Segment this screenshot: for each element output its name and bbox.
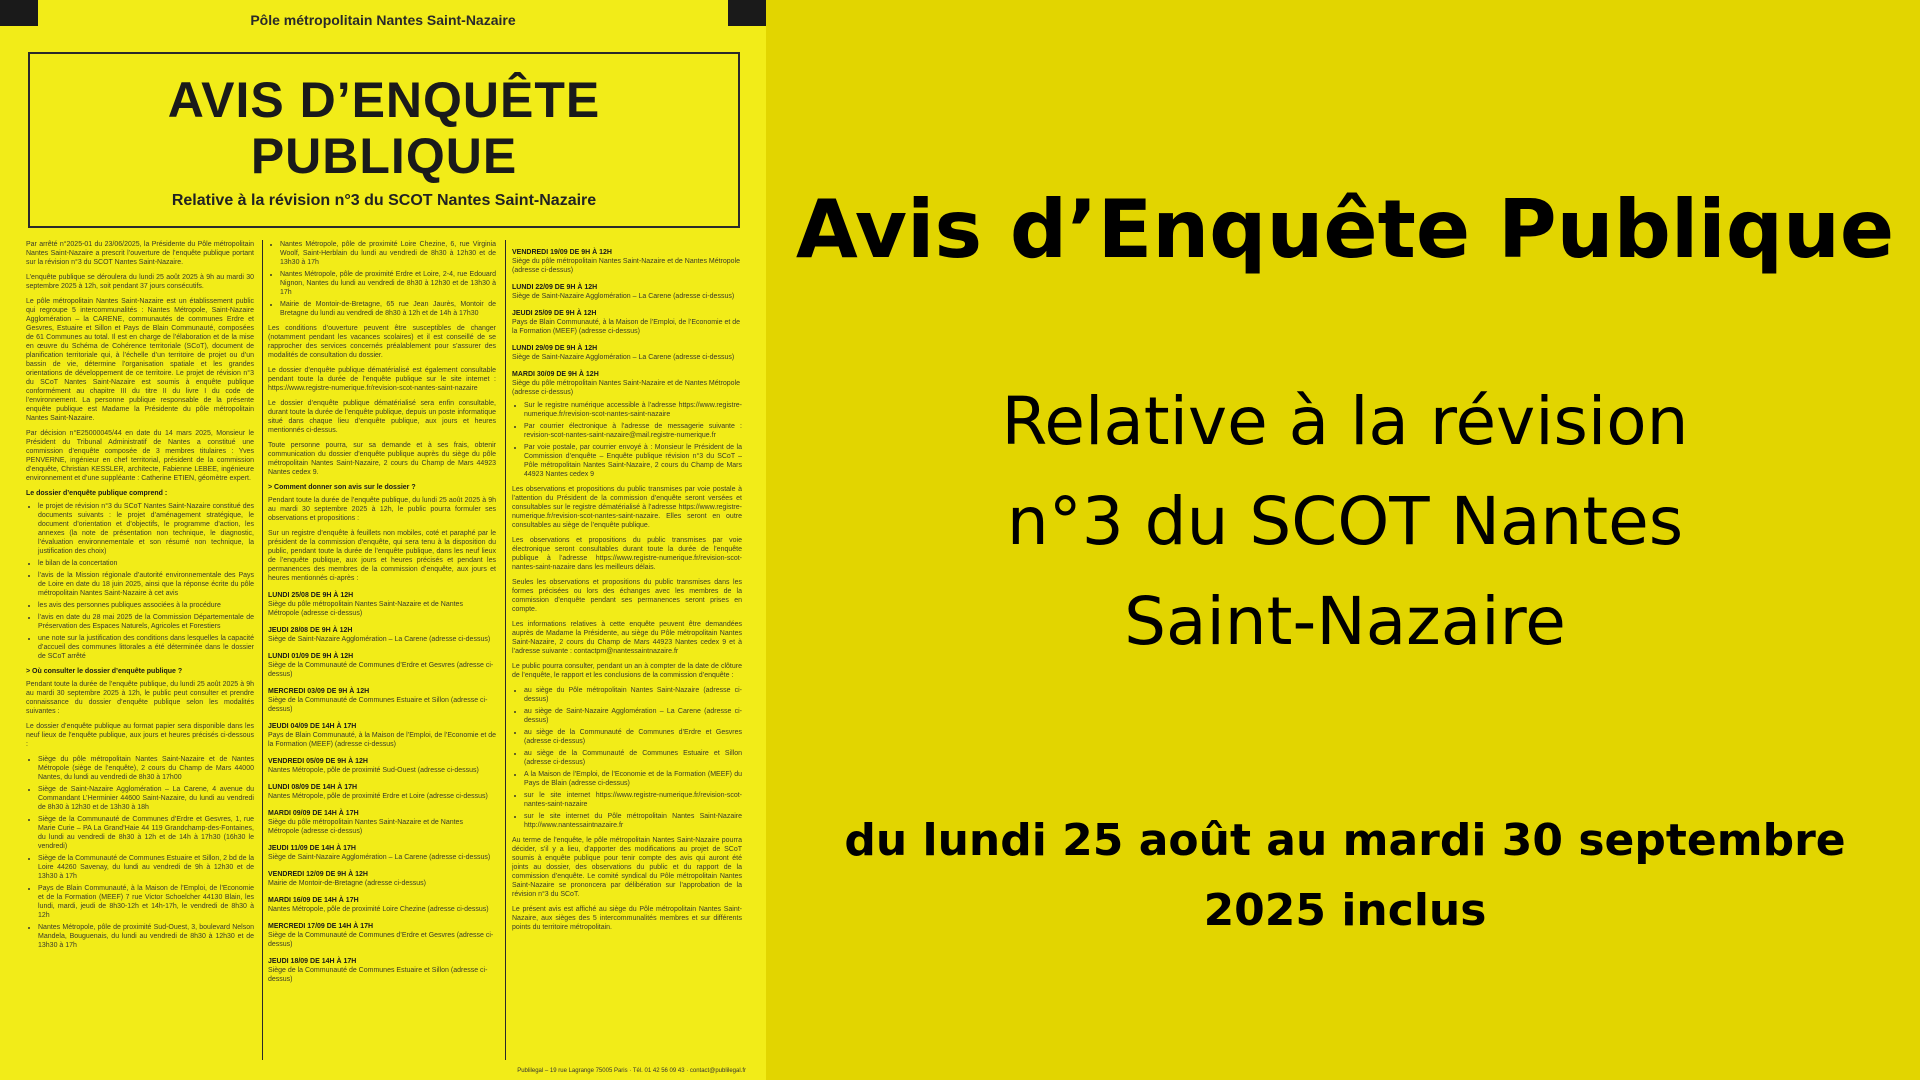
poster-list-item: • Sur le registre numérique accessible à l’adresse https://www.registre-numerique.fr/revision-scot-nantes-saint-nazaire [524, 401, 742, 419]
poster-organisation: Pôle métropolitain Nantes Saint-Nazaire [250, 12, 516, 28]
poster-paragraph: Seules les observations et propositions du public transmises dans les formes précisées ou lors des échanges avec les membres de la commission d’enquête pendant ses permanences seront prises en compte. [512, 579, 742, 613]
poster-title-line1: AVIS D’ENQUÊTE [167, 72, 601, 128]
poster-session-venue: Siège de la Communauté de Communes Estuaire et Sillon (adresse ci-dessus) [268, 697, 488, 713]
poster-paragraph: Le public pourra consulter, pendant un an à compter de la date de clôture de l’enquête, le rapport et les conclusions de la commission d’enquête : [512, 663, 742, 679]
poster-heading: > Où consulter le dossier d’enquête publique ? [26, 668, 183, 675]
poster-list-item: • Mairie de Montoir-de-Bretagne, 65 rue Jean Jaurès, Montoir de Bretagne du lundi au vendredi de 8h30 à 12h et de 14h à 17h30 [280, 300, 496, 318]
poster-session-venue: Mairie de Montoir-de-Bretagne (adresse ci-dessus) [268, 880, 426, 887]
poster-session-date: LUNDI 29/09 DE 9H À 12H [512, 345, 598, 352]
poster-list-item: • l’avis en date du 28 mai 2025 de la Commission Départementale de Préservation des Espaces Naturels, Agricoles et Forestiers [38, 613, 254, 631]
poster-session-venue: Siège de la Communauté de Communes d’Erdre et Gesvres (adresse ci-dessus) [268, 932, 494, 948]
poster-footer: Publilegal – 19 rue Lagrange 75005 Paris · Tél. 01 42 56 09 43 · contact@publilegal.fr [517, 1068, 746, 1074]
poster-column-2 [268, 240, 496, 1060]
poster-subtitle: Relative à la révision n°3 du SCOT Nantes Saint-Nazaire [171, 192, 597, 209]
poster-session-date: VENDREDI 12/09 DE 9H À 12H [268, 871, 368, 878]
poster-paragraph: Au terme de l’enquête, le pôle métropolitain Nantes Saint-Nazaire pourra décider, s’il y a lieu, d’apporter des modifications au projet de SCoT soumis à enquête publique pour tenir compte des avis qui auront été joints au dossier, des observations du public et du rapport de la commission d’enquête. Le comité syndical du Pôle métropolitain Nantes Saint-Nazaire se prononcera par délibération sur l’approbation de la révision n°3 du SCoT. [512, 837, 742, 898]
poster-list-item: • Siège de la Communauté de Communes Estuaire et Sillon, 2 bd de la Loire 44260 Savenay, du lundi au vendredi de 9h à 12h30 et de 13h30 à 17h [38, 854, 254, 881]
poster-session-date: JEUDI 28/08 DE 9H À 12H [268, 627, 353, 634]
poster-paragraph: Le dossier d’enquête publique au format papier sera disponible dans les neuf lieux de l’enquête publique, aux jours et heures précisés ci-dessous : [26, 723, 254, 748]
poster-session-venue: Siège de la Communauté de Communes Estuaire et Sillon (adresse ci-dessus) [268, 967, 488, 983]
poster-session-date: LUNDI 22/09 DE 9H À 12H [512, 284, 598, 291]
poster-list-item: • Par courrier électronique à l’adresse de messagerie suivante : revision-scot-nantes-saint-nazaire@mail.registre-numerique.fr [524, 422, 742, 440]
poster-list-item: • le projet de révision n°3 du SCoT Nantes Saint-Nazaire constitué des documents suivants : le projet d’aménagement stratégique, le document d’orientation et d’objectifs, le programme d’action, les annexes (la note de présentation non technique, le diagnostic, l’évaluation environnementale et son résumé non technique, la justification des choix) [38, 502, 254, 556]
poster-list-item: • sur le site internet du Pôle métropolitain Nantes Saint-Nazaire http://www.nantessaintnazaire.fr [524, 812, 742, 830]
poster-paragraph: Toute personne pourra, sur sa demande et à ses frais, obtenir communication du dossier d’enquête publique auprès du siège du pôle métropolitain Nantes Saint-Nazaire, 2 cours du Champ de Mars 44923 Nantes cedex 9. [268, 442, 496, 476]
poster-list-item: • Nantes Métropole, pôle de proximité Sud-Ouest, 3, boulevard Nelson Mandela, Bouguenais, du lundi au vendredi de 8h30 à 12h30 et de 13h30 à 17h [38, 923, 254, 950]
poster-list-item: • A la Maison de l’Emploi, de l’Economie et de la Formation (MEEF) du Pays de Blain (adresse ci-dessus) [524, 770, 742, 788]
poster-session-date: LUNDI 01/09 DE 9H À 12H [268, 653, 354, 660]
poster-session-venue: Siège de Saint-Nazaire Agglomération – La Carene (adresse ci-dessus) [268, 854, 491, 861]
poster-session-date: VENDREDI 19/09 DE 9H À 12H [512, 249, 612, 256]
poster-list-item: • au siège du Pôle métropolitain Nantes Saint-Nazaire (adresse ci-dessus) [524, 686, 742, 704]
poster-column-3 [512, 240, 742, 1060]
poster-column-divider [262, 240, 263, 1060]
poster-list-item: • Nantes Métropole, pôle de proximité Loire Chezine, 6, rue Virginia Woolf, Saint-Herblain du lundi au vendredi de 8h30 à 12h30 et de 13h30 à 17h [280, 240, 496, 267]
poster-session-date: JEUDI 18/09 DE 14H À 17H [268, 958, 357, 965]
poster-session-venue: Pays de Blain Communauté, à la Maison de l’Emploi, de l’Economie et de la Formation (MEEF) (adresse ci-dessus) [268, 732, 496, 748]
poster-list-item: • au siège de la Communauté de Communes Estuaire et Sillon (adresse ci-dessus) [524, 749, 742, 767]
poster-session-date: VENDREDI 05/09 DE 9H À 12H [268, 758, 368, 765]
poster-session-venue: Siège de Saint-Nazaire Agglomération – La Carene (adresse ci-dessus) [512, 354, 735, 361]
poster-paragraph: Les observations et propositions du public transmises par voie postale à l’attention du Président de la commission d’enquête seront versées et consultables sur le registre dématérialisé à l’adresse https://www.registre-numerique.fr/revision-scot-nantes-saint-nazaire. Elles seront en outre consultables au siège de l’enquête publique. [512, 486, 742, 529]
poster-list-item: • Siège du pôle métropolitain Nantes Saint-Nazaire et de Nantes Métropole (siège de l’enquête), 2 cours du Champ de Mars 44000 Nantes, du lundi au vendredi de 8h30 à 17h00 [38, 755, 254, 782]
poster-list-item: • le bilan de la concertation [38, 559, 254, 568]
poster-session-date: LUNDI 08/09 DE 14H À 17H [268, 784, 358, 791]
poster-session-date: JEUDI 11/09 DE 14H À 17H [268, 845, 356, 852]
poster-list-item: • Nantes Métropole, pôle de proximité Erdre et Loire, 2-4, rue Edouard Nignon, Nantes du lundi au vendredi de 8h30 à 12h30 et de 13h30 à 17h [280, 270, 496, 297]
poster-session-date: LUNDI 25/08 DE 9H À 12H [268, 592, 354, 599]
poster-paragraph: Par arrêté n°2025-01 du 23/06/2025, la Présidente du Pôle métropolitain Nantes Saint-Nazaire a prescrit l’ouverture de l’enquête publique portant sur la révision n°3 du SCOT Nantes Saint-Nazaire. [26, 241, 254, 266]
poster-session-venue: Siège de Saint-Nazaire Agglomération – La Carene (adresse ci-dessus) [268, 636, 491, 643]
poster-list-item: • une note sur la justification des conditions dans lesquelles la capacité d’accueil des communes littorales a été déterminée dans le dossier de SCoT arrêté [38, 634, 254, 661]
poster-session-venue: Nantes Métropole, pôle de proximité Sud-Ouest (adresse ci-dessus) [268, 767, 479, 774]
poster-paragraph: Le pôle métropolitain Nantes Saint-Nazaire est un établissement public qui regroupe 5 intercommunalités : Nantes Métropole, Saint-Nazaire Agglomération – la CARENE, communautés de communes Erdre et Gesvres, Estuaire et Sillon et Pays de Blain Communauté, composées de 61 Communes au total. Il est en charge de l’élaboration et de la mise en œuvre du Schéma de Cohérence territoriale (SCoT), document de planification territoriale qui, à l’échelle d’un territoire de projet ou d’un bassin de vie, détermine l’organisation spatiale et les grandes orientations de développement de ce territoire. Le projet de révision n°3 du SCoT Nantes Saint-Nazaire est soumis à enquête publique conformément au chapitre III du titre II du livre I du code de l’environnement. La personne publique responsable de la présente enquête publique est Madame la Présidente du pôle métropolitain Nantes Saint-Nazaire. [26, 298, 254, 422]
poster-list-item: • les avis des personnes publiques associées à la procédure [38, 601, 254, 610]
poster-paragraph: Par décision n°E25000045/44 en date du 14 mars 2025, Monsieur le Président du Tribunal Administratif de Nantes a constitué une commission d’enquête composée de 3 membres titulaires : Yves PENVERNE, ingénieur en chef territorial, président de la commission d’enquête, Christian KESSLER, architecte, Fabienne LEBEE, ingénieure environnement et d’une suppléante : Catherine ETIEN, géomètre expert. [26, 430, 254, 482]
poster-list-item: • Siège de la Communauté de Communes d’Erdre et Gesvres, 1, rue Marie Curie – PA La Grand’Haie 44 119 Grandchamp-des-Fontaines, du lundi au vendredi de 8h30 à 12h et de 14h à 17h30 (16h30 le vendredi) [38, 815, 254, 851]
poster-session-date: JEUDI 04/09 DE 14H À 17H [268, 723, 357, 730]
poster-heading: > Comment donner son avis sur le dossier ? [268, 484, 416, 491]
poster-column-1 [26, 240, 254, 1060]
poster-paragraph: Les conditions d’ouverture peuvent être susceptibles de changer (notamment pendant les vacances scolaires) et il est conseillé de se rapprocher des services concernés préalablement pour s’assurer des modalités de consultation du dossier. [268, 325, 496, 359]
poster-paragraph: Le présent avis est affiché au siège du Pôle métropolitain Nantes Saint-Nazaire, aux sièges des 5 intercommunalités membres et sur différents points du territoire métropolitain. [512, 906, 742, 931]
poster-list-item: • Pays de Blain Communauté, à la Maison de l’Emploi, de l’Economie et de la Formation (MEEF) 7 rue Victor Schoelcher 44130 Blain, les lundi, mardi, jeudi de 8h30-12h et 14h-17h, le vendredi de 8h30 à 12h [38, 884, 254, 920]
poster-paragraph: Les observations et propositions du public transmises par voie électronique seront consultables durant toute la durée de l’enquête publique à l’adresse https://www.registre-numerique.fr/revision-scot-nantes-saint-nazaire dans les meilleurs délais. [512, 537, 742, 571]
poster-paragraph: L’enquête publique se déroulera du lundi 25 août 2025 à 9h au mardi 30 septembre 2025 à 12h, soit pendant 37 jours consécutifs. [26, 274, 254, 290]
poster-session-date: MERCREDI 17/09 DE 14H À 17H [268, 923, 374, 930]
poster-paragraph: Le dossier d’enquête publique dématérialisé est également consultable pendant toute la durée de l’enquête publique sur le site internet : https://www.registre-numerique.fr/revision-scot-nantes-saint-nazaire [268, 367, 496, 392]
poster-session-venue: Siège du pôle métropolitain Nantes Saint-Nazaire et de Nantes Métropole (adresse ci-dessus) [268, 819, 463, 835]
poster-paragraph: Le dossier d’enquête publique dématérialisé sera enfin consultable, durant toute la durée de l’enquête publique, depuis un poste informatique situé dans chaque lieu d’enquête publique, aux jours et heures mentionnés ci-dessus. [268, 400, 496, 434]
poster-list [26, 755, 254, 950]
page-subtitle: Relative à la révision n°3 du SCOT Nantes Saint-Nazaire [1001, 383, 1689, 660]
poster-image [0, 0, 766, 1080]
poster-paragraph: Sur un registre d’enquête à feuillets non mobiles, coté et paraphé par le président de la commission d’enquête, qui sera tenu à la disposition du public, pendant toute la durée de l’enquête publique, dans les neuf lieux de l’enquête publique, aux jours et heures précisés et pendant les permanences des membres de la commission d’enquête, aux jours et heures mentionnés ci-après : [268, 530, 496, 582]
poster-session-date: MARDI 09/09 DE 14H À 17H [268, 810, 359, 817]
poster-session-date: MARDI 16/09 DE 14H À 17H [268, 897, 359, 904]
poster-list-item: • l’avis de la Mission régionale d’autorité environnementale des Pays de Loire en date du 18 juin 2025, ainsi que la réponse écrite du pôle métropolitain Nantes Saint-Nazaire à cet avis [38, 571, 254, 598]
poster-column-divider [505, 240, 506, 1060]
poster-session-venue: Nantes Métropole, pôle de proximité Erdre et Loire (adresse ci-dessus) [268, 793, 488, 800]
poster-list [26, 502, 254, 661]
poster-session-venue: Pays de Blain Communauté, à la Maison de l’Emploi, de l’Economie et de la Formation (MEEF) (adresse ci-dessus) [512, 319, 741, 335]
poster-paragraph: Pendant toute la durée de l’enquête publique, du lundi 25 août 2025 à 9h au mardi 30 septembre 2025 à 12h, le public peut consulter et prendre connaissance du dossier d’enquête publique selon les modalités suivantes : [26, 681, 254, 715]
poster-session-venue: Siège du pôle métropolitain Nantes Saint-Nazaire et de Nantes Métropole (adresse ci-dessus) [512, 380, 741, 396]
poster-heading: Le dossier d’enquête publique comprend : [26, 490, 168, 497]
poster-session-venue: Siège du pôle métropolitain Nantes Saint-Nazaire et de Nantes Métropole (adresse ci-dessus) [512, 258, 741, 274]
poster-session-venue: Siège de la Communauté de Communes d’Erdre et Gesvres (adresse ci-dessus) [268, 662, 494, 678]
poster-list-item: • au siège de la Communauté de Communes d’Erdre et Gesvres (adresse ci-dessus) [524, 728, 742, 746]
poster-session-date: MARDI 30/09 DE 9H À 12H [512, 371, 599, 378]
poster-session-venue: Siège de Saint-Nazaire Agglomération – La Carene (adresse ci-dessus) [512, 293, 735, 300]
poster-list-item: • Siège de Saint-Nazaire Agglomération – La Carene, 4 avenue du Commandant L’Herminier 44600 Saint-Nazaire, du lundi au vendredi de 8h30 à 12h30 et de 13h30 à 18h [38, 785, 254, 812]
poster-session-venue: Siège du pôle métropolitain Nantes Saint-Nazaire et de Nantes Métropole (adresse ci-dessus) [268, 601, 463, 617]
poster-session-date: JEUDI 25/09 DE 9H À 12H [512, 310, 597, 317]
inquiry-dates: du lundi 25 août au mardi 30 septembre 2025 inclus [844, 815, 1846, 936]
poster-paragraph: Pendant toute la durée de l’enquête publique, du lundi 25 août 2025 à 9h au mardi 30 septembre 2025 à 12h, le public pourra formuler ses observations et propositions : [268, 497, 496, 522]
poster-title [28, 72, 740, 184]
poster-session-venue: Nantes Métropole, pôle de proximité Loire Chezine (adresse ci-dessus) [268, 906, 489, 913]
poster-paragraph: Les informations relatives à cette enquête peuvent être demandées auprès de Madame la Présidente, au siège du Pôle métropolitain Nantes Saint-Nazaire, 2 cours du Champ de Mars 44923 Nantes cedex 9 et à l’adresse suivante : contactpm@nantessaintnazaire.fr [512, 621, 742, 655]
poster-list-item: • Par voie postale, par courrier envoyé à : Monsieur le Président de la Commission d’enquête – Enquête publique révision n°3 du SCoT – Pôle métropolitain Nantes Saint-Nazaire, 2 cours du Champ de Mars 44923 Nantes cedex 9 [524, 443, 742, 479]
poster-list [512, 401, 742, 479]
poster-list-item: • sur le site internet https://www.registre-numerique.fr/revision-scot-nantes-saint-nazaire [524, 791, 742, 809]
poster-title-line2: PUBLIQUE [250, 128, 518, 184]
poster-session-date: MERCREDI 03/09 DE 9H À 12H [268, 688, 370, 695]
poster-list [268, 240, 496, 318]
poster-list [512, 686, 742, 830]
poster-list-item: • au siège de Saint-Nazaire Agglomération – La Carene (adresse ci-dessus) [524, 707, 742, 725]
page-title: Avis d’Enquête Publique [795, 183, 1895, 276]
